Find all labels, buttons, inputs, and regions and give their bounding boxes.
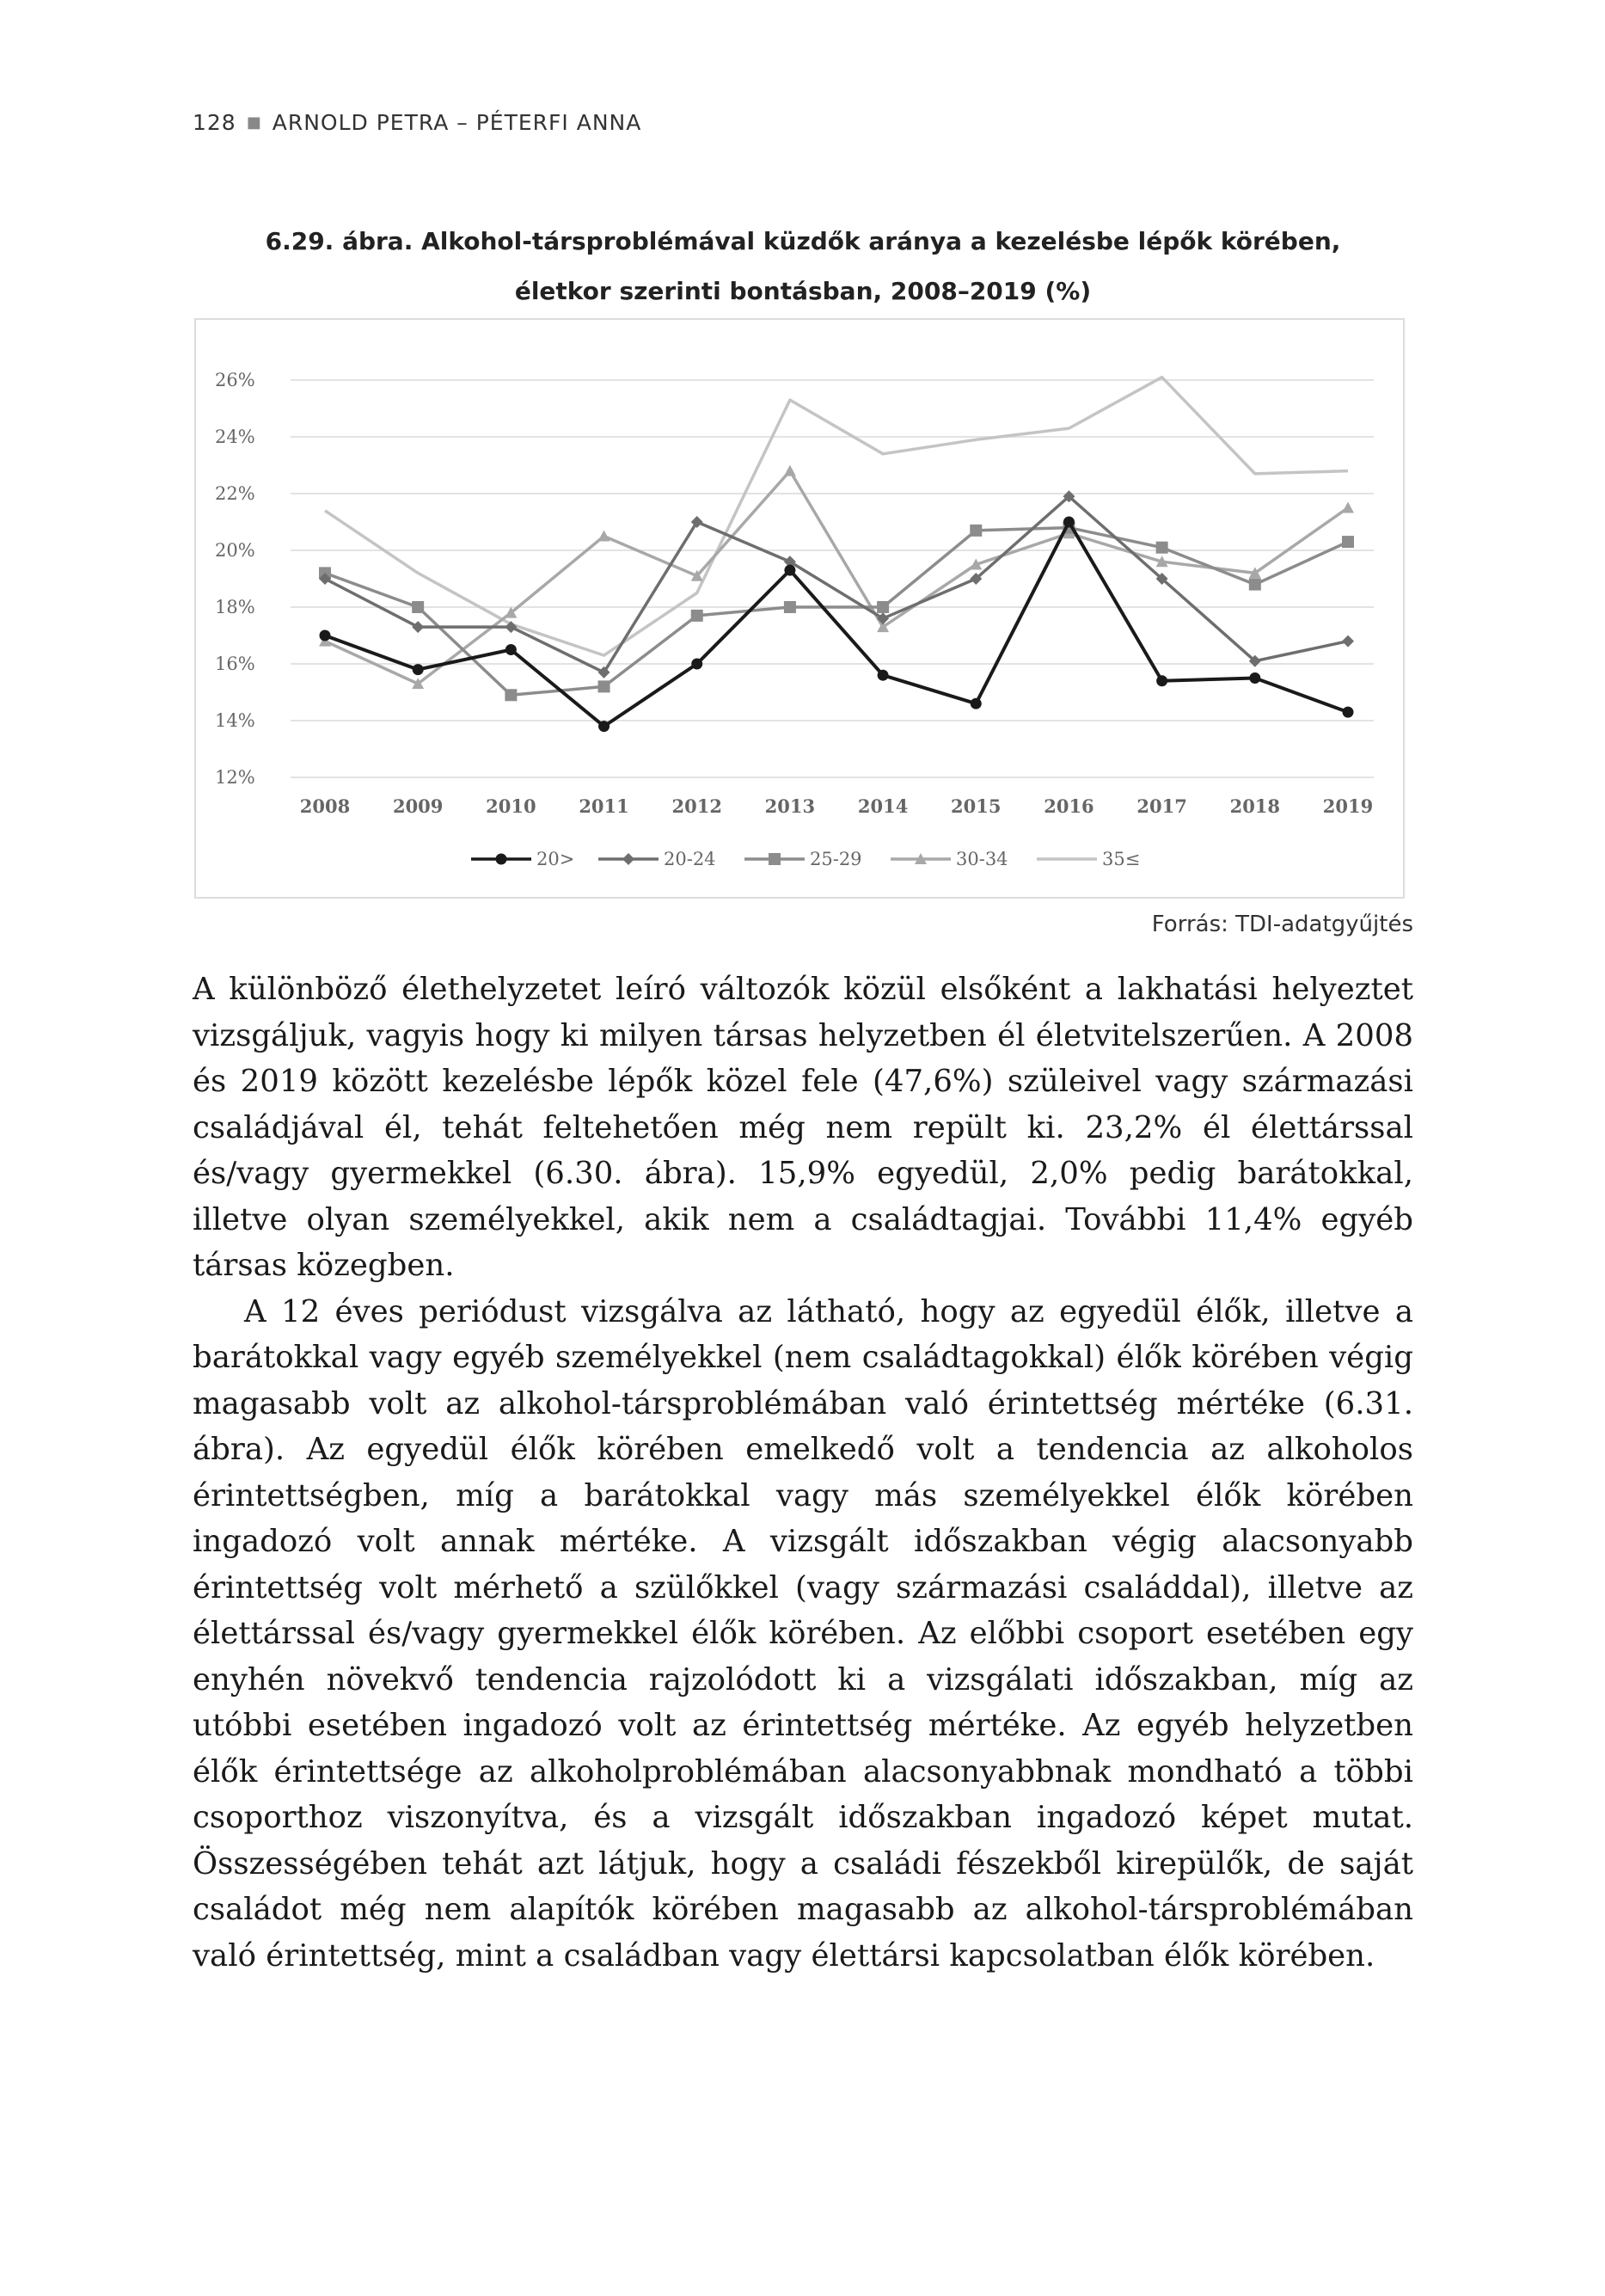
x-tick-label: 2008 [299,795,351,817]
legend-label: 20> [536,849,575,869]
data-point [505,644,517,655]
data-point [412,601,424,613]
legend-label: 25-29 [810,849,862,869]
paragraph-1: A különböző élethelyzetet leíró változók közül elsőként a lakhatási helyeztet vizsgáljuk, vagyis hogy ki milyen társas helyzetben él életvitelszerűen. A 2008 és 2019 között kezelésbe lépők közel fele (47,6%) szüleivel vagy származási családjával él, tehát feltehetően még nem repült ki. 23,2% él élettárssal és/vagy gyermekkel (6.30. ábra). 15,9% egyedül, 2,0% pedig barátokkal, illetve olyan személyekkel, akik nem a családtagjai. További 11,4% egyéb társas közegben. [193,972,1413,1283]
data-point [1342,502,1354,513]
data-point [320,630,331,642]
y-tick-label: 12% [215,767,255,788]
data-point [1156,542,1168,554]
figure-caption-line1 [193,217,1413,267]
x-tick-label: 2014 [857,795,909,817]
legend-label: 35≤ [1102,849,1141,869]
header-authors: ARNOLD PETRA – PÉTERFI ANNA [272,110,642,135]
body-text [193,967,1413,1979]
line-chart [194,318,1405,899]
header-separator: ■ [246,114,262,132]
x-tick-label: 2019 [1322,795,1374,817]
x-tick-label: 2012 [671,795,722,817]
data-point [971,698,982,709]
series-line [325,496,1348,672]
data-point [1249,579,1261,591]
data-point [598,680,610,692]
figure-title-line1: Alkohol-társproblémával küzdők aránya a kezelésbe lépők körében, [421,227,1341,255]
chart-canvas [196,320,1403,897]
x-tick-label: 2009 [392,795,444,817]
data-point [598,531,610,542]
data-point [970,525,982,537]
y-tick-label: 14% [215,710,255,731]
y-tick-label: 26% [215,370,255,390]
figure-caption [193,217,1413,316]
data-point [1063,517,1075,528]
data-point [877,601,889,613]
legend-label: 30-34 [956,849,1008,869]
data-point [1249,672,1260,684]
page-number: 128 [193,110,236,135]
x-tick-label: 2013 [764,795,816,817]
data-point [412,621,424,633]
figure-title-line2: életkor szerinti bontásban, 2008–2019 (%) [514,277,1092,305]
legend-marker [496,854,507,865]
data-point [505,689,517,701]
data-point [1342,536,1354,548]
legend-marker [622,853,634,865]
x-tick-label: 2016 [1044,795,1094,817]
figure-source: Forrás: TDI-adatgyűjtés [1151,912,1413,937]
y-tick-label: 20% [215,540,255,561]
y-tick-label: 22% [215,483,255,504]
data-point [784,565,795,576]
y-tick-label: 18% [215,597,255,617]
legend-label: 20-24 [664,849,716,869]
data-point [784,601,796,613]
x-tick-label: 2017 [1136,795,1187,817]
legend-marker [769,853,781,865]
y-tick-label: 16% [215,654,255,674]
y-tick-label: 24% [215,427,255,447]
series-line [325,471,1348,685]
data-point [1156,675,1167,686]
series-line [325,522,1348,727]
data-point [691,610,703,622]
data-point [691,659,702,670]
x-tick-label: 2011 [579,795,629,817]
data-point [1342,635,1354,648]
paragraph-2: A 12 éves periódust vizsgálva az látható, hogy az egyedül élők, illetve a barátokkal vagy egyéb személyekkel (nem családtagokkal) élők körében végig magasabb volt az alkohol-társproblémában való érintettség mértéke (6.31. ábra). Az egyedül élők körében emelkedő volt a tendencia az alkoholos érintettségben, míg a barátokkal vagy más személyekkel élők körében ingadozó volt annak mértéke. A vizsgált időszakban végig alacsonyabb érintettség volt mérhető a szülőkkel (vagy származási családdal), illetve az élettárssal és/vagy gyermekkel élők körében. Az előbbi csoport esetében egy enyhén növekvő tendencia rajzolódott ki a vizsgálati időszakban, míg az utóbbi esetében ingadozó volt az érintettség mértéke. Az egyéb helyzetben élők érintettsége az alkoholproblémában alacsonyabbnak mondható a többi csoporthoz viszonyítva, és a vizsgált időszakban ingadozó képet mutat. Összességében tehát azt látjuk, hogy a családi fészekből kirepülők, de saját családot még nem alapítók körében magasabb az alkohol-társproblémában való érintettség, mint a családban vagy élettársi kapcsolatban élők körében. [193,1293,1413,1974]
series-line [325,528,1348,696]
data-point [413,664,424,675]
series-line [325,378,1348,655]
figure-number: 6.29. ábra. [265,227,414,255]
data-point [878,670,889,681]
data-point [1343,707,1354,718]
x-tick-label: 2015 [951,795,1002,817]
x-tick-label: 2018 [1229,795,1281,817]
x-tick-label: 2010 [486,795,536,817]
data-point [598,721,610,732]
running-header [193,110,641,135]
data-point [784,465,796,476]
